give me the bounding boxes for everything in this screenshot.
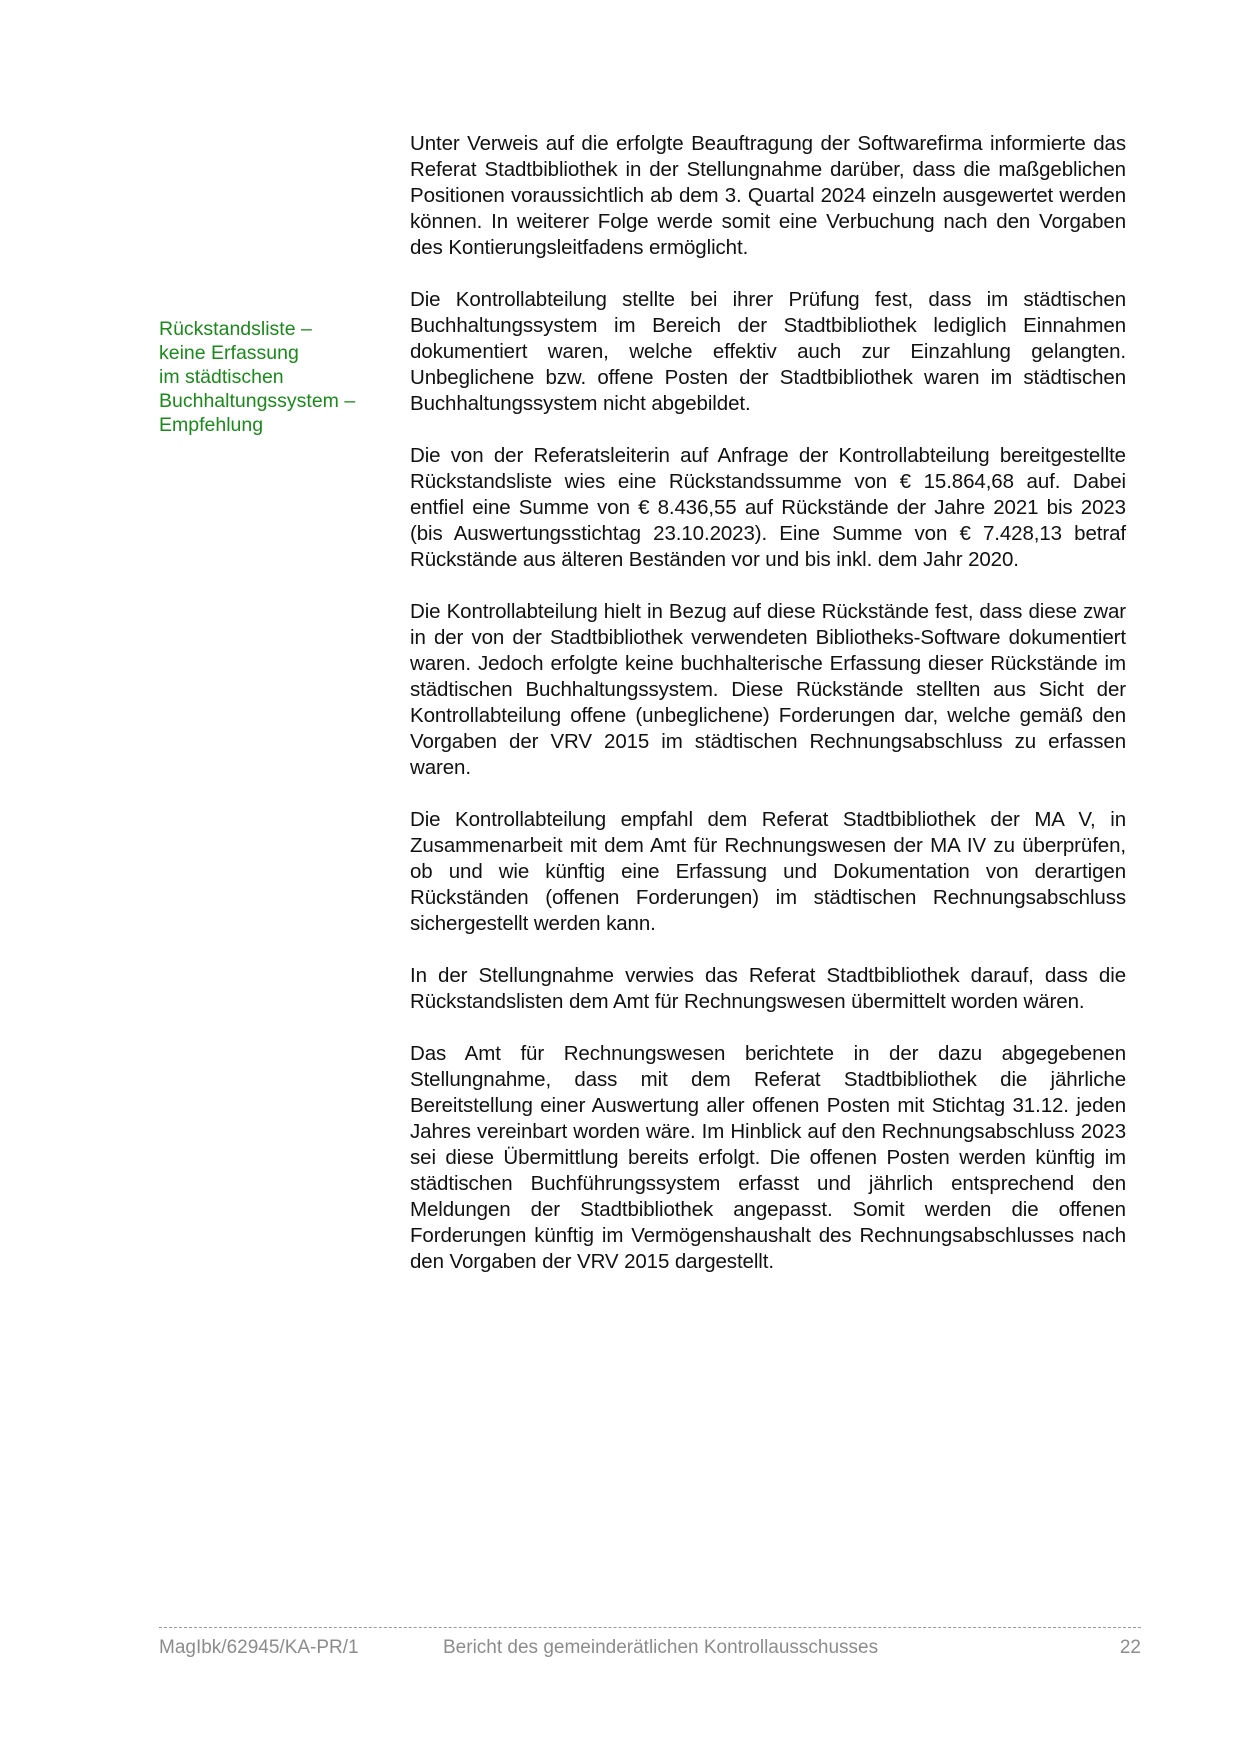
- paragraph: Unter Verweis auf die erfolgte Beauftragung der Softwarefirma informierte das Referat Stadtbibliothek in der Stellungnahme darüber, dass die maßgeblichen Positionen voraussichtlich ab dem 3. Quartal 2024 einzeln ausgewertet werden können. In weiterer Folge werde somit eine Verbuchung nach den Vorgaben des Kontierungsleitfadens ermöglicht.: [410, 132, 1126, 259]
- page-number: 22: [1119, 1637, 1141, 1658]
- body-text: [410, 131, 1126, 1301]
- paragraph: In der Stellungnahme verwies das Referat Stadtbibliothek darauf, dass die Rückstandslisten dem Amt für Rechnungswesen übermittelt worden wären.: [410, 964, 1126, 1013]
- page-footer: [159, 1635, 1141, 1661]
- paragraph: Die von der Referatsleiterin auf Anfrage der Kontrollabteilung bereitgestellte Rückstandsliste wies eine Rückstandssumme von € 15.864,68 auf. Dabei entfiel eine Summe von € 8.436,55 auf Rückstände der Jahre 2021 bis 2023 (bis Auswertungsstichtag 23.10.2023). Eine Summe von € 7.428,13 betraf Rückstände aus älteren Beständen vor und bis inkl. dem Jahr 2020.: [410, 444, 1126, 571]
- paragraph: Die Kontrollabteilung empfahl dem Referat Stadtbibliothek der MA V, in Zusammenarbeit mit dem Amt für Rechnungswesen der MA IV zu überprüfen, ob und wie künftig eine Erfassung und Dokumentation von derartigen Rückständen (offenen Forderungen) im städtischen Rechnungsabschluss sichergestellt werden kann.: [410, 808, 1126, 935]
- margin-note-line: Buchhaltungssystem –: [159, 390, 356, 412]
- paragraph: Die Kontrollabteilung stellte bei ihrer Prüfung fest, dass im städtischen Buchhaltungssystem im Bereich der Stadtbibliothek lediglich Einnahmen dokumentiert waren, welche effektiv auch zur Einzahlung gelangten. Unbeglichene bzw. offene Posten der Stadtbibliothek waren im städtischen Buchhaltungssystem nicht abgebildet.: [410, 288, 1126, 415]
- footer-title: Bericht des gemeinderätlichen Kontrollausschusses: [443, 1637, 879, 1658]
- paragraph: Die Kontrollabteilung hielt in Bezug auf diese Rückstände fest, dass diese zwar in der von der Stadtbibliothek verwendeten Bibliotheks-Software dokumentiert waren. Jedoch erfolgte keine buchhalterische Erfassung dieser Rückstände im städtischen Buchhaltungssystem. Diese Rückstände stellten aus Sicht der Kontrollabteilung offene (unbeglichene) Forderungen dar, welche gemäß den Vorgaben der VRV 2015 im städtischen Rechnungsabschluss zu erfassen waren.: [410, 600, 1126, 779]
- footer-divider: [159, 1627, 1141, 1628]
- margin-note-line: Rückstandsliste –: [159, 318, 312, 340]
- margin-note-line: Empfehlung: [159, 414, 264, 436]
- margin-note: [159, 317, 379, 437]
- footer-reference: MagIbk/62945/KA-PR/1: [159, 1637, 359, 1658]
- margin-note-line: keine Erfassung: [159, 342, 299, 364]
- margin-note-line: im städtischen: [159, 366, 284, 388]
- paragraph: Das Amt für Rechnungswesen berichtete in der dazu abgegebenen Stellungnahme, dass mit dem Referat Stadtbibliothek die jährliche Bereitstellung einer Auswertung aller offenen Posten mit Stichtag 31.12. jeden Jahres vereinbart worden wäre. Im Hinblick auf den Rechnungsabschluss 2023 sei diese Übermittlung bereits erfolgt. Die offenen Posten werden künftig im städtischen Buchführungssystem erfasst und jährlich entsprechend den Meldungen der Stadtbibliothek angepasst. Somit werden die offenen Forderungen künftig im Vermögenshaushalt des Rechnungsabschlusses nach den Vorgaben der VRV 2015 dargestellt.: [410, 1042, 1126, 1273]
